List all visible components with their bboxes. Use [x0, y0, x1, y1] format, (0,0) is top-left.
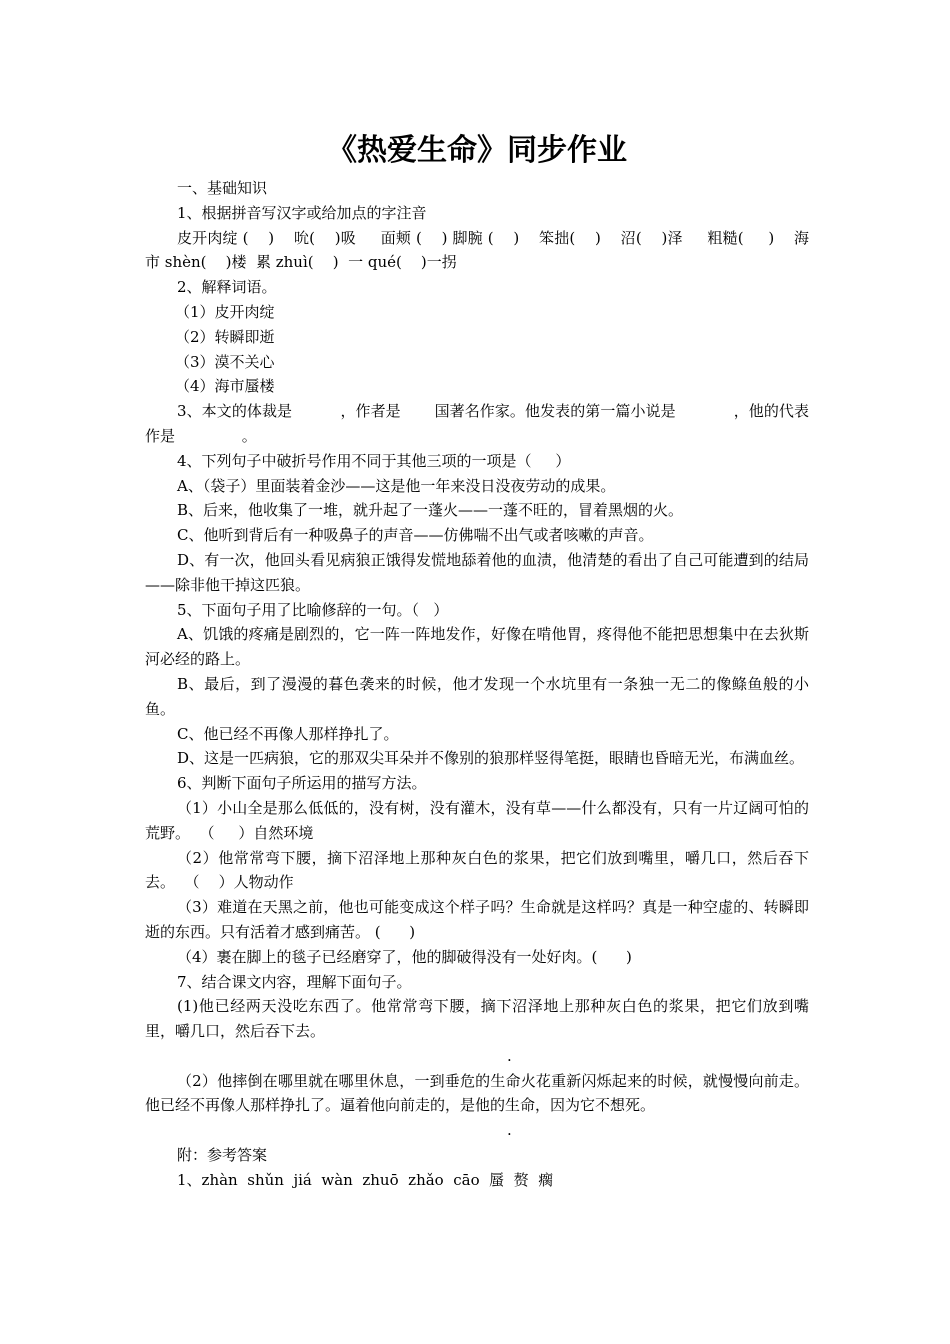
question-5-option-a: A、饥饿的疼痛是剧烈的，它一阵一阵地发作，好像在啃他胃，疼得他不能把思想集中在去狄斯河必经的路上。 — [145, 625, 809, 669]
question-4-heading: 4、下列句子中破折号作用不同于其他三项的一项是（ ） — [177, 451, 571, 470]
question-7-item: (1)他已经两天没吃东西了。他常常弯下腰，摘下沼泽地上那种灰白色的浆果，把它们放到嘴里，嚼几口，然后吞下去。 — [145, 997, 809, 1041]
question-6-item: （4）裹在脚上的毯子已经磨穿了，他的脚破得没有一处好肉。( ) — [177, 947, 632, 966]
appendix-answer-1: 1、zhàn shǔn jiá wàn zhuō zhǎo cāo 蜃 赘 瘸 — [177, 1170, 554, 1189]
question-2-heading: 2、解释词语。 — [177, 278, 277, 297]
question-3-text: 3、本文的体裁是 ，作者是 国著名作家。他发表的第一篇小说是 ，他的代表作是 。 — [145, 402, 809, 445]
question-7-heading: 7、结合课文内容，理解下面句子。 — [177, 972, 412, 991]
question-5-option-d: D、这是一匹病狼，它的那双尖耳朵并不像别的狼那样竖得笔挺，眼睛也昏暗无光，布满血丝。 — [177, 749, 805, 768]
question-5-heading: 5、下面句子用了比喻修辞的一句。（ ） — [177, 600, 449, 619]
question-7-item: （2）他摔倒在哪里就在哪里休息，一到垂危的生命火花重新闪烁起来的时候，就慢慢向前走。他已经不再像人那样挣扎了。逼着他向前走的，是他的生命，因为它不想死。 — [145, 1071, 809, 1115]
question-4-option-c: C、他听到背后有一种吸鼻子的声音——仿佛喘不出气或者咳嗽的声音。 — [177, 526, 654, 545]
question-6-item: （1）小山全是那么低低的，没有树，没有灌木，没有草——什么都没有，只有一片辽阔可怕的荒野。 （ ）自然环境 — [145, 798, 809, 842]
question-5-option-c: C、他已经不再像人那样挣扎了。 — [177, 724, 399, 743]
question-6-item: （3）难道在天黑之前，他也可能变成这个样子吗？生命就是这样吗？真是一种空虚的、转瞬即逝的东西。只有活着才感到痛苦。 ( ) — [145, 898, 809, 941]
answer-line-mark: . — [507, 1046, 512, 1065]
question-2-item: （4）海市蜃楼 — [175, 377, 275, 396]
question-4-option-d: D、有一次，他回头看见病狼正饿得发慌地舔着他的血渍，他清楚的看出了自己可能遭到的结局——除非他干掉这匹狼。 — [145, 550, 809, 594]
question-4-option-b: B、后来，他收集了一堆，就升起了一蓬火——一蓬不旺的，冒着黑烟的火。 — [177, 501, 684, 520]
question-6-item: （2）他常常弯下腰，摘下沼泽地上那种灰白色的浆果，把它们放到嘴里，嚼几口，然后吞下去。 （ ）人物动作 — [145, 848, 809, 892]
question-5-option-b: B、最后，到了漫漫的暮色袭来的时候，他才发现一个水坑里有一条独一无二的像鲦鱼般的小鱼。 — [145, 674, 809, 718]
question-1-text: 皮开肉绽 ( ) 吮( )吸 面颊 ( ) 脚腕 ( ) 笨拙( ) 沼( )泽 粗糙( ) 海市 shèn( )楼 累 zhuì( ) 一 qué( )一拐 — [145, 228, 809, 272]
question-2-item: （2）转瞬即逝 — [175, 327, 275, 346]
question-6-heading: 6、判断下面句子所运用的描写方法。 — [177, 774, 427, 793]
document-title: 《热爱生命》同步作业 — [327, 133, 627, 168]
question-1-heading: 1、根据拼音写汉字或给加点的字注音 — [177, 203, 427, 222]
section-heading: 一、基础知识 — [177, 179, 268, 197]
question-4-option-a: A、（袋子）里面装着金沙——这是他一年来没日没夜劳动的成果。 — [177, 476, 616, 495]
document-page — [145, 128, 809, 1193]
appendix-heading: 附：参考答案 — [177, 1146, 268, 1165]
question-2-item: （1）皮开肉绽 — [175, 302, 275, 321]
question-2-item: （3）漠不关心 — [175, 352, 275, 371]
answer-line-mark: . — [507, 1121, 512, 1140]
